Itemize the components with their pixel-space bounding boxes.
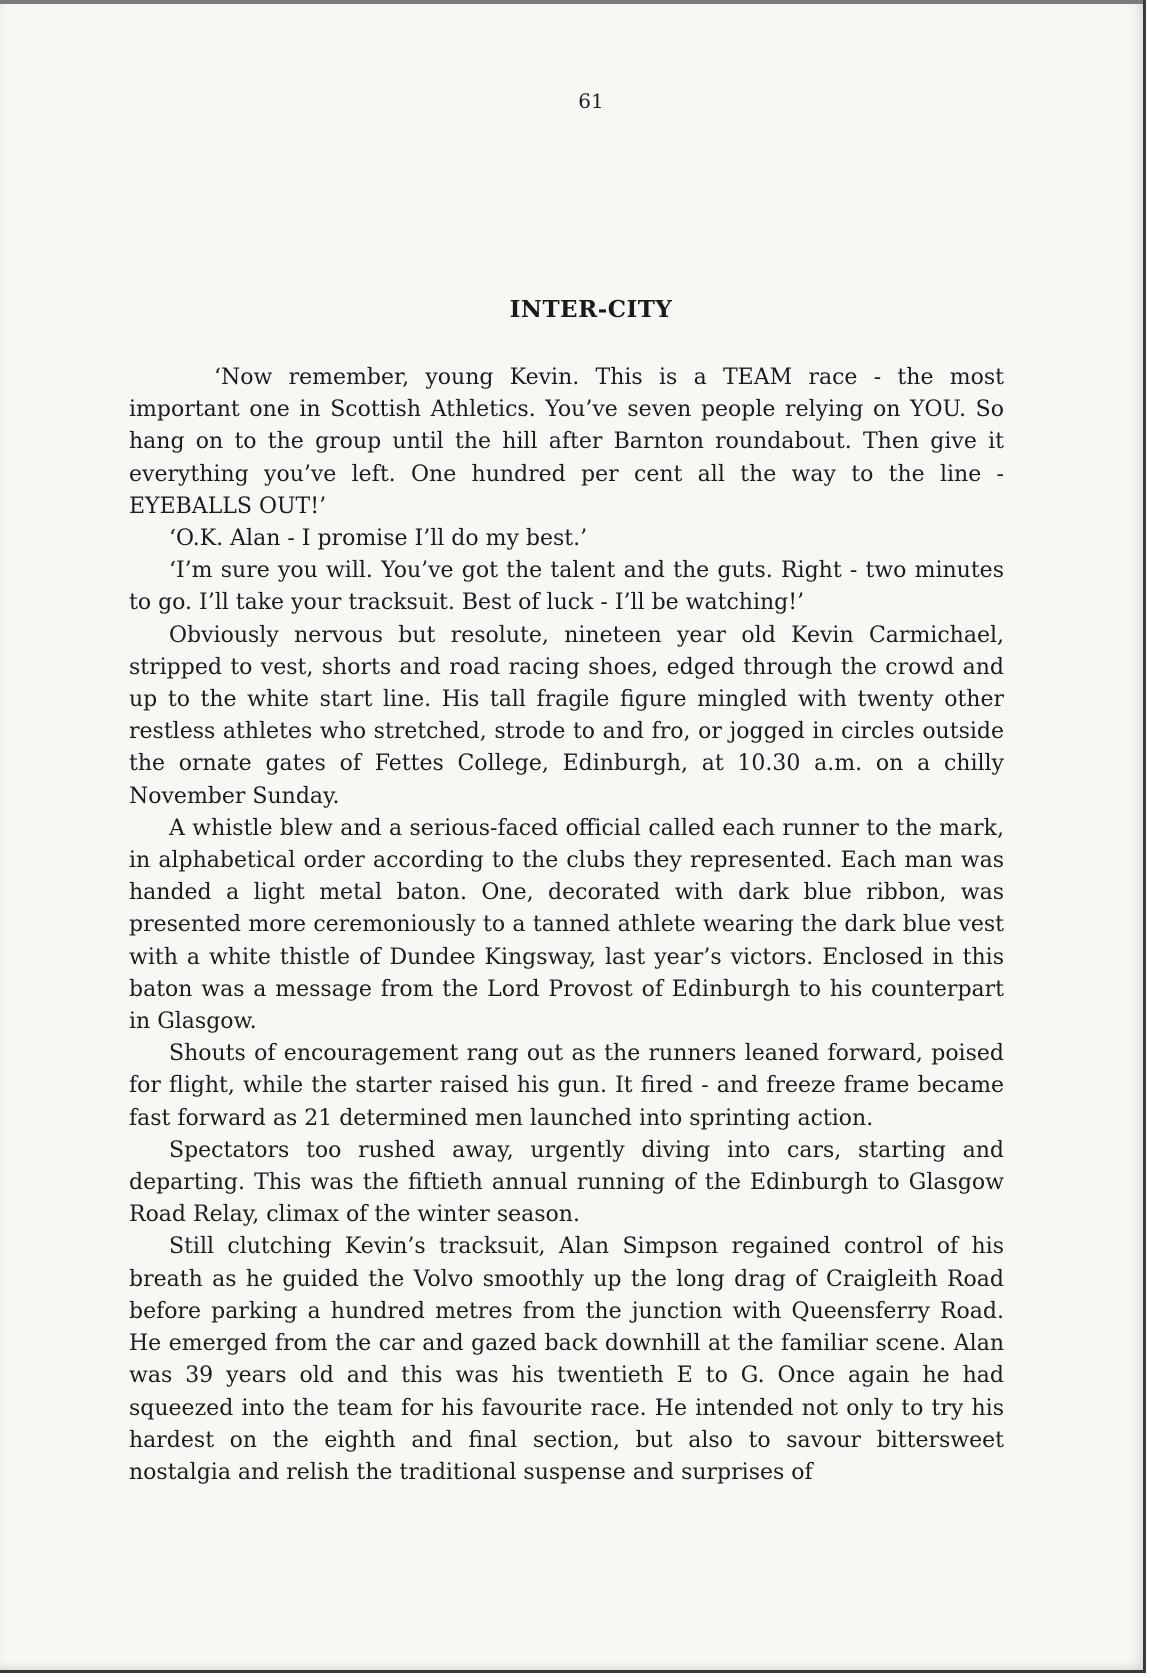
page-top-edge	[0, 0, 1143, 4]
chapter-title: INTER-CITY	[509, 296, 673, 323]
paragraph: ‘O.K. Alan - I promise I’ll do my best.’	[169, 526, 588, 552]
paragraph: Still clutching Kevin’s tracksuit, Alan Simpson regained control of his breath as he guided the Volvo smoothly up the long drag of Craigleith Road before parking a hundred metres from the junction with Queensferry Road. He emerged from the car and gazed back downhill at the familiar scene. Alan was 39 years old and this was his twentieth E to G. Once again he had squeezed into the team for his favourite race. He intended not only to try his hardest on the eighth and final section, but also to savour bittersweet nostalgia and relish the traditional suspense and surprises of	[129, 1234, 1004, 1485]
paragraph: ‘I’m sure you will. You’ve got the talent and the guts. Right - two minutes to go. I’ll take your tracksuit. Best of luck - I’ll be watching!’	[129, 558, 1004, 616]
paragraph: Spectators too rushed away, urgently diving into cars, starting and departing. This was the fiftieth annual running of the Edinburgh to Glasgow Road Relay, climax of the winter season.	[129, 1137, 1004, 1228]
paragraph: Obviously nervous but resolute, nineteen year old Kevin Carmichael, stripped to vest, shorts and road racing shoes, edged through the crowd and up to the white start line. His tall fragile figure mingled with twenty other restless athletes who stretched, strode to and fro, or jogged in circles outside the ornate gates of Fettes College, Edinburgh, at 10.30 a.m. on a chilly November Sunday.	[129, 622, 1004, 809]
chapter-body	[129, 362, 1004, 1489]
paragraph: A whistle blew and a serious-faced official called each runner to the mark, in alphabetical order according to the clubs they represented. Each man was handed a light metal baton. One, decorated with dark blue ribbon, was presented more ceremoniously to a tanned athlete wearing the dark blue vest with a white thistle of Dundee Kingsway, last year’s victors. Enclosed in this baton was a message from the Lord Provost of Edinburgh to his counterpart in Glasgow.	[129, 815, 1004, 1035]
paragraph: ‘Now remember, young Kevin. This is a TEAM race - the most important one in Scottish Athletics. You’ve seven people relying on YOU. So hang on to the group until the hill after Barnton roundabout. Then give it everything you’ve left. One hundred per cent all the way to the line - EYEBALLS OUT!’	[129, 365, 1004, 519]
page-number: 61	[578, 89, 604, 113]
paragraph: Shouts of encouragement rang out as the runners leaned forward, poised for flight, while the starter raised his gun. It fired - and freeze frame became fast forward as 21 determined men launched into sprinting action.	[129, 1041, 1004, 1131]
